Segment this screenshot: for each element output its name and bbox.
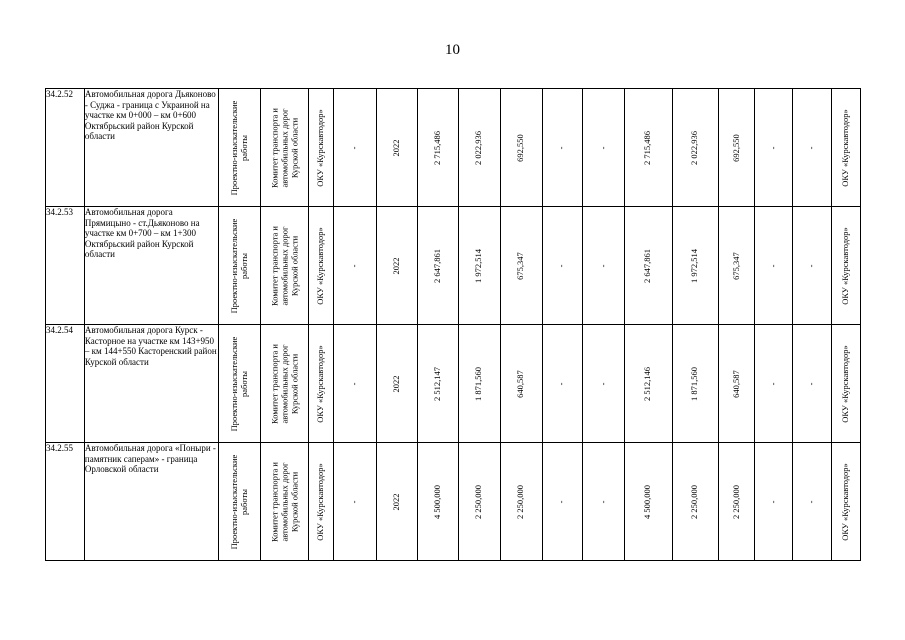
executor-2: ОКУ «Курскавтодор» bbox=[840, 108, 851, 187]
table-row bbox=[46, 89, 861, 207]
row-code: 34.2.52 bbox=[46, 89, 85, 207]
executor-2: ОКУ «Курскавтодор» bbox=[840, 344, 851, 423]
executor: ОКУ «Курскавтодор» bbox=[315, 226, 326, 305]
col6-value: - bbox=[348, 382, 359, 385]
federal-budget: 1 972,514 bbox=[473, 248, 484, 283]
regional-budget: 2 250,000 bbox=[515, 484, 526, 519]
work-type: Проектно-изыскательские работы bbox=[228, 454, 249, 549]
work-type: Проектно-изыскательские работы bbox=[228, 218, 249, 313]
road-name: Автомобильная дорога «Поныри - памятник саперам» - граница Орловской области bbox=[84, 443, 218, 561]
customer: Комитет транспорта и автомобильных дорог Курской области bbox=[268, 225, 299, 306]
regional-budget-2: 640,587 bbox=[730, 369, 741, 398]
table-row bbox=[46, 325, 861, 443]
regional-budget: 675,347 bbox=[515, 251, 526, 280]
col12-value: - bbox=[598, 146, 609, 149]
regional-budget-2: 2 250,000 bbox=[730, 484, 741, 519]
col11-value: - bbox=[556, 382, 567, 385]
table-row bbox=[46, 443, 861, 561]
col6-value: - bbox=[348, 146, 359, 149]
executor: ОКУ «Курскавтодор» bbox=[315, 344, 326, 423]
table-row bbox=[46, 207, 861, 325]
row-code: 34.2.55 bbox=[46, 443, 85, 561]
col16-value: - bbox=[767, 264, 778, 267]
executor-2: ОКУ «Курскавтодор» bbox=[840, 462, 851, 541]
total-cost-2: 2 512,146 bbox=[642, 366, 653, 401]
page-number: 10 bbox=[445, 42, 460, 58]
customer: Комитет транспорта и автомобильных дорог Курской области bbox=[268, 461, 299, 542]
col16-value: - bbox=[767, 382, 778, 385]
federal-budget-2: 2 022,936 bbox=[689, 130, 700, 165]
customer: Комитет транспорта и автомобильных дорог Курской области bbox=[268, 343, 299, 424]
regional-budget: 692,550 bbox=[515, 133, 526, 162]
year: 2022 bbox=[390, 375, 401, 392]
total-cost-2: 2 715,486 bbox=[642, 130, 653, 165]
col12-value: - bbox=[598, 264, 609, 267]
regional-budget-2: 692,550 bbox=[730, 133, 741, 162]
federal-budget: 2 022,936 bbox=[473, 130, 484, 165]
year: 2022 bbox=[390, 493, 401, 510]
executor-2: ОКУ «Курскавтодор» bbox=[840, 226, 851, 305]
row-code: 34.2.53 bbox=[46, 207, 85, 325]
federal-budget-2: 2 250,000 bbox=[689, 484, 700, 519]
total-cost-2: 4 500,000 bbox=[642, 484, 653, 519]
col16-value: - bbox=[767, 146, 778, 149]
federal-budget: 2 250,000 bbox=[473, 484, 484, 519]
col17-value: - bbox=[806, 146, 817, 149]
col11-value: - bbox=[556, 146, 567, 149]
col17-value: - bbox=[806, 264, 817, 267]
executor: ОКУ «Курскавтодор» bbox=[315, 462, 326, 541]
work-type: Проектно-изыскательские работы bbox=[228, 100, 249, 195]
total-cost-2: 2 647,861 bbox=[642, 248, 653, 283]
work-type: Проектно-изыскательские работы bbox=[228, 336, 249, 431]
executor: ОКУ «Курскавтодор» bbox=[315, 108, 326, 187]
total-cost: 2 647,861 bbox=[431, 248, 442, 283]
col17-value: - bbox=[806, 500, 817, 503]
year: 2022 bbox=[390, 257, 401, 274]
row-code: 34.2.54 bbox=[46, 325, 85, 443]
federal-budget-2: 1 871,560 bbox=[689, 366, 700, 401]
col12-value: - bbox=[598, 382, 609, 385]
customer: Комитет транспорта и автомобильных дорог Курской области bbox=[268, 107, 299, 188]
total-cost: 2 512,147 bbox=[431, 366, 442, 401]
col6-value: - bbox=[348, 500, 359, 503]
year: 2022 bbox=[390, 139, 401, 156]
road-name: Автомобильная дорога Курск - Касторное на участке км 143+950 – км 144+550 Касторенский район Курской области bbox=[84, 325, 218, 443]
col11-value: - bbox=[556, 500, 567, 503]
regional-budget-2: 675,347 bbox=[730, 251, 741, 280]
col11-value: - bbox=[556, 264, 567, 267]
road-name: Автомобильная дорога Прямицыно - ст.Дьяконово на участке км 0+700 – км 1+300 Октябрьский район Курской области bbox=[84, 207, 218, 325]
road-name: Автомобильная дорога Дьяконово - Суджа - граница с Украиной на участке км 0+000 – км 0+600 Октябрьский район Курской области bbox=[84, 89, 218, 207]
federal-budget: 1 871,560 bbox=[473, 366, 484, 401]
federal-budget-2: 1 972,514 bbox=[689, 248, 700, 283]
col6-value: - bbox=[348, 264, 359, 267]
col12-value: - bbox=[598, 500, 609, 503]
total-cost: 4 500,000 bbox=[431, 484, 442, 519]
col17-value: - bbox=[806, 382, 817, 385]
regional-budget: 640,587 bbox=[515, 369, 526, 398]
col16-value: - bbox=[767, 500, 778, 503]
total-cost: 2 715,486 bbox=[431, 130, 442, 165]
projects-table bbox=[45, 88, 861, 561]
